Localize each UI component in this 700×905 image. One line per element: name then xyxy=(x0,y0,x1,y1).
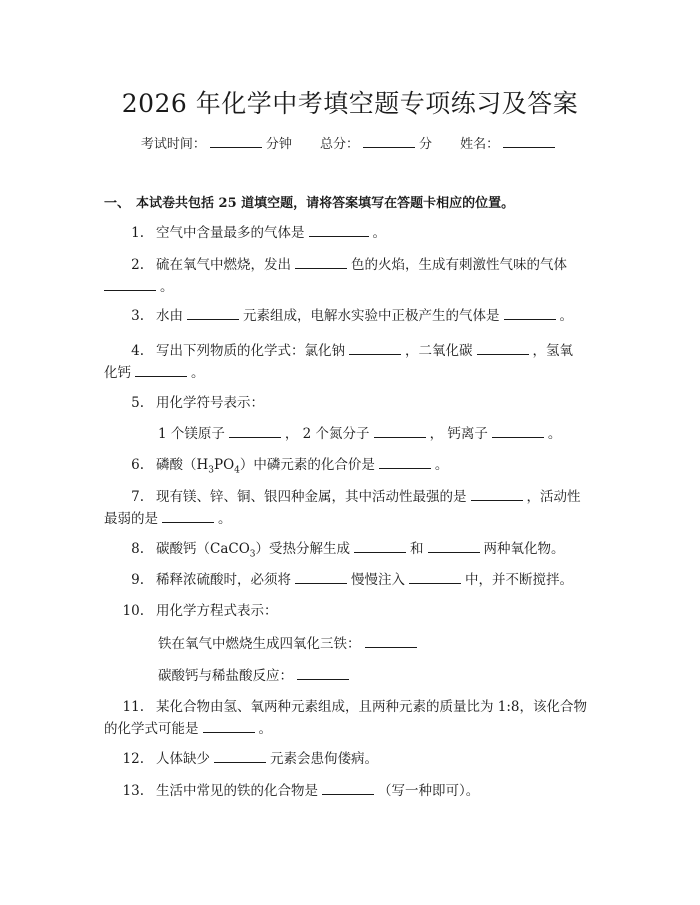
answer-blank[interactable] xyxy=(203,718,255,733)
answer-blank[interactable] xyxy=(379,454,431,469)
question-text: 硫在氧气中燃烧，发出 xyxy=(156,257,291,273)
score-field xyxy=(320,137,436,152)
question-number: 12. xyxy=(122,751,144,767)
question-text: 元素会患佝偻病。 xyxy=(270,751,378,767)
time-unit: 分钟 xyxy=(265,137,292,152)
question-text: 水由 xyxy=(156,308,183,324)
question-text: ，活动性 xyxy=(526,489,581,505)
question-number: 3. xyxy=(131,308,144,324)
question-number: 4. xyxy=(131,343,144,359)
question-text: 。 xyxy=(218,511,232,527)
question-10-sub-1 xyxy=(158,633,421,655)
question-text: 。 xyxy=(559,308,573,324)
time-field xyxy=(141,137,296,152)
question-text: 和 xyxy=(410,541,424,557)
answer-blank[interactable] xyxy=(229,423,281,438)
question-text: 。 xyxy=(191,365,205,381)
question-text: 磷酸（H xyxy=(156,457,209,473)
question-text: 。 xyxy=(160,279,174,295)
answer-blank[interactable] xyxy=(295,254,347,269)
answer-blank[interactable] xyxy=(409,569,461,584)
question-13 xyxy=(104,780,604,802)
question-5 xyxy=(104,392,604,414)
question-text: 最弱的是 xyxy=(104,511,158,527)
question-text: 碳酸钙（CaCO xyxy=(156,541,250,557)
section-heading xyxy=(104,192,514,211)
answer-blank[interactable] xyxy=(297,665,349,680)
question-text: 元素组成，电解水实验中正极产生的气体是 xyxy=(243,308,500,324)
question-text: PO xyxy=(214,457,235,473)
question-7 xyxy=(104,486,604,508)
question-text: 中，并不断搅拌。 xyxy=(465,572,573,588)
name-label: 姓名： xyxy=(460,137,500,152)
answer-blank[interactable] xyxy=(365,633,417,648)
question-number: 2. xyxy=(131,257,144,273)
answer-blank[interactable] xyxy=(354,538,406,553)
question-12 xyxy=(104,748,604,770)
section-text: 本试卷共包括 25 道填空题，请将答案填写在答题卡相应的位置。 xyxy=(136,196,515,211)
question-2 xyxy=(104,254,604,276)
question-10-sub-2 xyxy=(158,665,353,687)
question-4-cont xyxy=(104,362,205,384)
answer-blank[interactable] xyxy=(471,486,523,501)
score-unit: 分 xyxy=(419,137,433,152)
answer-blank[interactable] xyxy=(477,340,529,355)
question-number: 13. xyxy=(122,783,144,799)
question-number: 5. xyxy=(131,395,144,411)
question-text: 慢慢注入 xyxy=(351,572,405,588)
question-number: 9. xyxy=(131,572,144,588)
question-number: 11. xyxy=(122,699,144,715)
question-text: 空气中含量最多的气体是 xyxy=(156,225,305,241)
exam-meta xyxy=(0,133,700,152)
question-text: 某化合物由氢、氧两种元素组成，且两种元素的质量比为 1:8，该化合物 xyxy=(156,699,588,715)
question-4 xyxy=(104,340,604,362)
question-text: ）中磷元素的化合价是 xyxy=(239,457,375,473)
question-text: 两种氧化物。 xyxy=(483,541,565,557)
answer-blank[interactable] xyxy=(349,340,401,355)
question-text: 人体缺少 xyxy=(156,751,210,767)
answer-blank[interactable] xyxy=(104,276,156,291)
question-text: 色的火焰，生成有刺激性气味的气体 xyxy=(351,257,567,273)
question-7-cont xyxy=(104,508,232,530)
question-text: 用化学方程式表示： xyxy=(156,603,278,619)
subscript: 3 xyxy=(249,549,256,560)
question-text: 的化学式可能是 xyxy=(104,721,199,737)
question-text: 写出下列物质的化学式：氯化钠 xyxy=(156,343,345,359)
subscript: 4 xyxy=(234,465,240,476)
subscript: 3 xyxy=(208,465,215,476)
score-label: 总分： xyxy=(319,137,359,152)
answer-blank[interactable] xyxy=(162,508,214,523)
question-8 xyxy=(104,538,604,566)
question-text: 。 xyxy=(372,225,386,241)
answer-blank[interactable] xyxy=(309,222,369,237)
question-text: ，二氧化碳 xyxy=(405,343,473,359)
question-number: 8. xyxy=(131,541,144,557)
question-text: ， 钙离子 xyxy=(429,426,488,442)
question-text: 用化学符号表示： xyxy=(156,395,264,411)
question-number: 10. xyxy=(122,603,144,619)
question-6 xyxy=(104,454,604,482)
name-field xyxy=(460,137,559,152)
score-blank[interactable] xyxy=(363,133,415,148)
question-text: 稀释浓硫酸时，必须将 xyxy=(156,572,291,588)
question-text: ， 2 个氮分子 xyxy=(284,426,370,442)
question-11 xyxy=(104,696,604,718)
question-text: 现有镁、锌、铜、银四种金属，其中活动性最强的是 xyxy=(156,489,467,505)
answer-blank[interactable] xyxy=(295,569,347,584)
question-number: 1. xyxy=(131,225,144,241)
answer-blank[interactable] xyxy=(187,305,239,320)
time-blank[interactable] xyxy=(210,133,262,148)
question-number: 6. xyxy=(131,457,144,473)
question-2-cont xyxy=(104,276,174,298)
answer-blank[interactable] xyxy=(374,423,426,438)
answer-blank[interactable] xyxy=(214,748,266,763)
question-text: 。 xyxy=(258,721,272,737)
question-text: ）受热分解生成 xyxy=(255,541,351,557)
time-label: 考试时间： xyxy=(140,137,206,152)
question-number: 7. xyxy=(131,489,144,505)
question-text: （写一种即可）。 xyxy=(378,783,480,799)
section-number: 一、 xyxy=(104,196,131,211)
answer-blank[interactable] xyxy=(322,780,374,795)
question-3 xyxy=(104,305,604,327)
answer-blank[interactable] xyxy=(135,362,187,377)
question-1 xyxy=(104,222,604,244)
question-10 xyxy=(104,600,604,622)
question-text: 化钙 xyxy=(104,365,131,381)
question-text: 。 xyxy=(434,457,449,473)
question-text: ，氢氧 xyxy=(532,343,573,359)
answer-blank[interactable] xyxy=(492,423,544,438)
question-text: 。 xyxy=(547,426,562,442)
question-text: 1 个镁原子 xyxy=(158,426,225,442)
question-text: 铁在氧气中燃烧生成四氧化三铁： xyxy=(158,636,361,652)
question-9 xyxy=(104,569,604,591)
answer-blank[interactable] xyxy=(428,538,480,553)
answer-blank[interactable] xyxy=(504,305,556,320)
page-title: 2026 年化学中考填空题专项练习及答案 xyxy=(121,89,579,118)
name-blank[interactable] xyxy=(503,133,555,148)
question-11-cont xyxy=(104,718,272,740)
question-text: 碳酸钙与稀盐酸反应： xyxy=(158,668,293,684)
question-5-sub xyxy=(158,423,561,445)
question-text: 生活中常见的铁的化合物是 xyxy=(156,783,318,799)
